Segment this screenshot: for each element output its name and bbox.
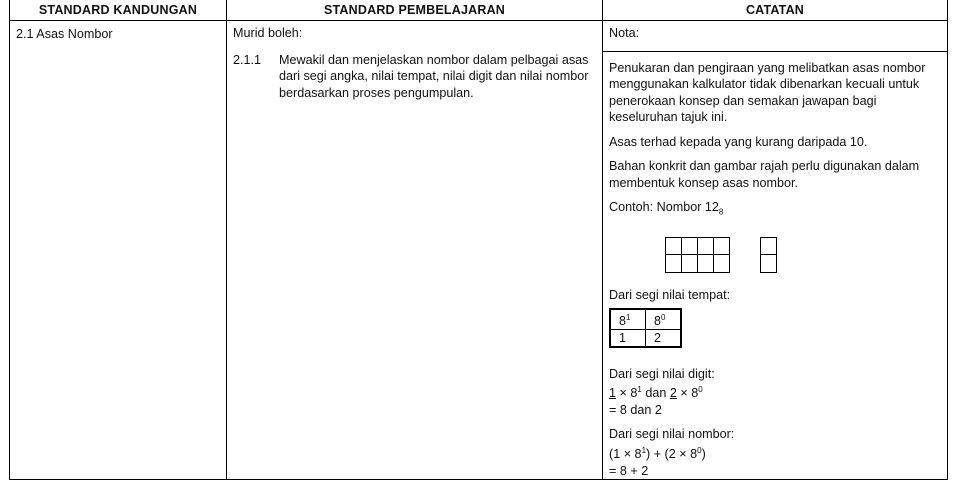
base-blocks-illustration <box>609 229 941 287</box>
objective-text: Mewakil dan menjelaskan nombor dalam pelbagai asas dari segi angka, nilai tempat, nilai digit dan nilai nombor berdasarkan proses pengumpulan. <box>279 52 589 100</box>
notes-para-base-limit: Asas terhad kepada yang kurang daripada 10. <box>609 134 868 149</box>
pv-digit-0: 2 <box>646 329 682 347</box>
number-value-result: = 8 + 2 <box>609 463 649 478</box>
pv-header-0: $8^0$ <box>646 309 682 330</box>
objective-code: 2.1.1 <box>233 52 262 67</box>
digit-value-label: Dari segi nilai digit: <box>609 366 715 381</box>
notes-body <box>603 51 947 480</box>
example-line <box>609 199 941 221</box>
notes-para-calculator: Penukaran dan pengiraan yang melibatkan asas nombor menggunakan kalkulator tidak dibenarkan kecuali untuk penerokaan konsep dan semakan jawapan bagi keseluruhan tajuk ini. <box>609 60 926 124</box>
header-notes: CATATAN <box>603 0 948 21</box>
block-group-units <box>760 237 777 273</box>
pv-digit-1: 1 <box>610 329 646 347</box>
header-content-standard: STANDARD KANDUNGAN <box>10 0 227 21</box>
notes-para-concrete: Bahan konkrit dan gambar rajah perlu digunakan dalam membentuk konsep asas nombor. <box>609 159 920 190</box>
content-standard-cell <box>10 21 227 480</box>
place-value-table <box>609 308 682 348</box>
notes-cell <box>603 21 948 480</box>
number-value-label: Dari segi nilai nombor: <box>609 427 735 442</box>
learning-objective <box>233 52 596 102</box>
pv-header-1: $8^1$ <box>610 309 646 330</box>
document-page <box>9 0 947 480</box>
block-group-eight <box>665 237 730 273</box>
example-prefix: Contoh: Nombor 12 <box>609 200 719 214</box>
learning-standard-cell <box>227 21 603 480</box>
example-subscript: 8 <box>718 207 724 217</box>
digit-value-result: = 8 dan 2 <box>609 402 662 417</box>
number-value-line: $(1 \times 8^1) + (2 \times 8^0)$ <box>609 445 706 462</box>
digit-value-line: $1 \times 8^1$ dan $2 \times 8^0$ <box>609 385 703 401</box>
header-row <box>10 0 948 21</box>
learning-intro: Murid boleh: <box>233 26 303 40</box>
content-standard-title: 2.1 Asas Nombor <box>16 27 113 41</box>
notes-label: Nota: <box>609 26 640 40</box>
content-row <box>10 21 948 480</box>
header-learning-standard: STANDARD PEMBELAJARAN <box>227 0 603 21</box>
place-value-label: Dari segi nilai tempat: <box>609 288 731 303</box>
curriculum-table <box>9 0 948 480</box>
